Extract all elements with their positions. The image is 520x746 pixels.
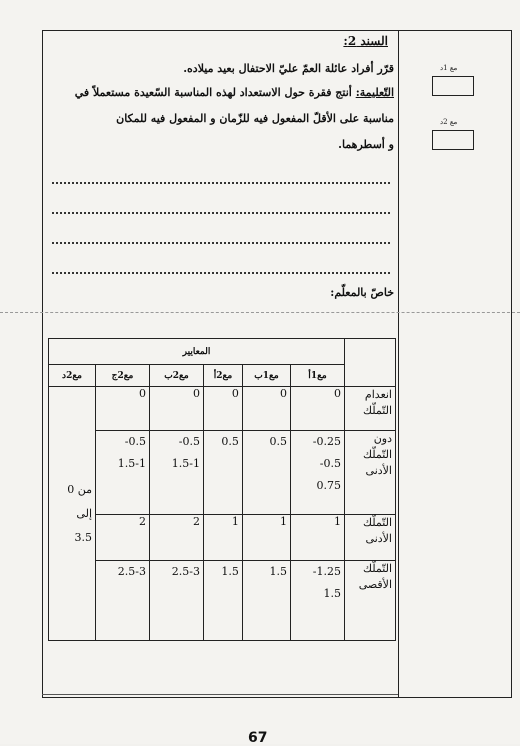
table-cell: 2.5-3 — [96, 561, 150, 641]
table-cell: 0.5 — [242, 431, 290, 515]
table-cell: 0.5 — [203, 431, 242, 515]
answer-line-1[interactable] — [52, 182, 390, 184]
prompt-line-1: قرّر أفراد عائلة العمّ عليّ الاحتفال بعيد ميلاده. — [183, 62, 394, 75]
table-cell: 0 — [242, 387, 290, 431]
col-header: مع2أ — [203, 365, 242, 387]
prompt-line-2 — [75, 86, 394, 99]
table-cell: 1.25- 1.5 — [291, 561, 345, 641]
table-cell: 1 — [203, 515, 242, 561]
margin-label-1: مع 1د — [440, 64, 458, 72]
instruction-label: التّعليمة: — [355, 86, 394, 99]
table-cell: 0.5- 1.5-1 — [96, 431, 150, 515]
teacher-only-label: خاصّ بالمعلّم: — [330, 286, 394, 299]
table-cell: 2.5-3 — [150, 561, 204, 641]
table-cell: 1 — [291, 515, 345, 561]
col-header: مع1أ — [291, 365, 345, 387]
table-cell: 0.25- 0.5- 0.75 — [291, 431, 345, 515]
row-label: التّملّك الأدنى — [345, 515, 396, 561]
col-header: مع2ب — [150, 365, 204, 387]
table-cell: 1.5 — [242, 561, 290, 641]
col-header: مع1ب — [242, 365, 290, 387]
row-label: انعدام التّملّك — [345, 387, 396, 431]
col-header: مع2ج — [96, 365, 150, 387]
prompt-line-4: و أسطرهما. — [338, 138, 394, 151]
table-cell: 0 — [150, 387, 204, 431]
section-title: السند 2: — [343, 34, 388, 48]
table-cell: 1 — [242, 515, 290, 561]
instruction-text: أنتج فقرة حول الاستعداد لهذه المناسبة السّعيدة مستعملاً في — [74, 86, 352, 99]
table-cell: 1.5 — [203, 561, 242, 641]
criteria-table — [48, 338, 396, 641]
corner-cell — [345, 339, 396, 387]
table-cell: 2 — [150, 515, 204, 561]
answer-line-2[interactable] — [52, 212, 390, 214]
answer-line-3[interactable] — [52, 242, 390, 244]
table-cell: 0 — [96, 387, 150, 431]
table-cell: 2 — [96, 515, 150, 561]
page-number: 67 — [248, 730, 268, 746]
table-cell: 0 — [203, 387, 242, 431]
answer-line-4[interactable] — [52, 272, 390, 274]
criteria-header: المعايير — [49, 339, 345, 365]
prompt-line-3: مناسبة على الأقلّ المفعول فيه للزّمان و المفعول فيه للمكان — [116, 112, 394, 125]
row-label: دون التّملّك الأدنى — [345, 431, 396, 515]
table-cell: 0.5- 1.5-1 — [150, 431, 204, 515]
fold-line — [0, 312, 520, 313]
score-box-2[interactable] — [432, 130, 474, 150]
row-label: التّملّك الأقصى — [345, 561, 396, 641]
total-range-cell: من 0 إلى 3.5 — [49, 387, 96, 641]
table-cell: 0 — [291, 387, 345, 431]
col-header: مع2د — [49, 365, 96, 387]
score-box-1[interactable] — [432, 76, 474, 96]
bottom-rule — [42, 694, 398, 695]
margin-label-2: مع 2د — [440, 118, 458, 126]
margin-divider — [398, 30, 399, 698]
